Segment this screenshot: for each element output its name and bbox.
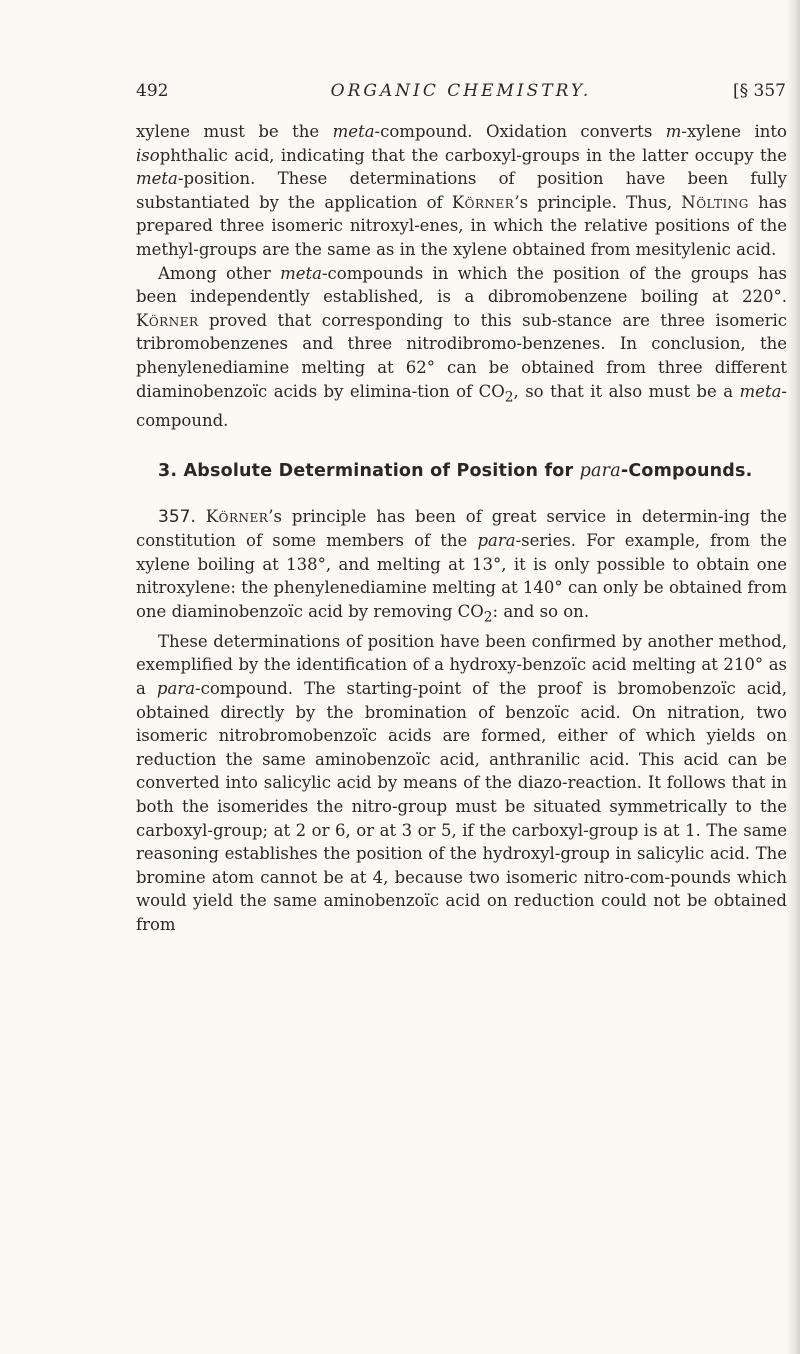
author-name: Körner <box>136 310 199 330</box>
author-name: Nölting <box>681 192 749 212</box>
page-body <box>136 120 787 937</box>
section-heading: 3. Absolute Determination of Position for para-Compounds. <box>158 461 753 482</box>
paragraph-meta-compounds: Among other meta-compounds in which the position of the groups has been independently established, is a dibromobenzene boiling at 220°. Körner proved that corresponding to this sub-stance are three isomeric tribromobenzenes and three nitrodibromo-benzenes. In conclusion, the phenylenediamine melting at 62° can be obtained from three different diaminobenzoïc acids by elimina-tion of $CO_2$, so that it also must be a meta-compound. <box>136 263 787 431</box>
page-header <box>136 78 786 104</box>
author-name: Körner <box>205 506 269 526</box>
paragraph-357: 357. Körner’s principle has been of great service in determin-ing the constitution of some members of the para-series. For example, from the xylene boiling at 138°, and melting at 13°, it is only possible to obtain one nitroxylene: the phenylenediamine melting at 140° can only be obtained from one diaminobenzoïc acid by removing $CO_2$: and so on. <box>136 506 788 626</box>
author-name: Körner <box>451 192 515 212</box>
section-reference: [§ 357 <box>733 81 786 101</box>
paragraph-hydroxybenzoic: These determinations of position have been confirmed by another method, exemplified by the identification of a hydroxy-benzoïc acid melting at 210° as a para-compound. The starting-point of the proof is bromobenzoïc acid, obtained directly by the bromination of benzoïc acid. On nitration, two isomeric nitrobromobenzoïc acids are formed, either of which yields on reduction the same aminobenzoïc acid, anthranilic acid. This acid can be converted into salicylic acid by means of the diazo-reaction. It follows that in both the isomerides the nitro-group must be situated symmetrically to the carboxyl-group; at 2 or 6, or at 3 or 5, if the carboxyl-group is at 1. The same reasoning establishes the position of the hydroxyl-group in salicylic acid. The bromine atom cannot be at 4, because two isomeric nitro-com-pounds which would yield the same aminobenzoïc acid on reduction could not be obtained from <box>136 631 787 934</box>
paragraph-number: 357. <box>158 506 196 527</box>
page-edge-shadow <box>786 0 800 1354</box>
paragraph-xylene-meta: xylene must be the meta-compound. Oxidation converts m-xylene into isophthalic acid, indicating that the carboxyl-groups in the latter occupy the meta-position. These determinations of position have been fully substantiated by the application of Körner’s principle. Thus, Nölting has prepared three isomeric nitroxyl-enes, in which the relative positions of the methyl-groups are the same as in the xylene obtained from mesitylenic acid. <box>136 122 788 259</box>
page-number: 492 <box>136 81 169 101</box>
running-title: ORGANIC CHEMISTRY. <box>330 81 592 101</box>
